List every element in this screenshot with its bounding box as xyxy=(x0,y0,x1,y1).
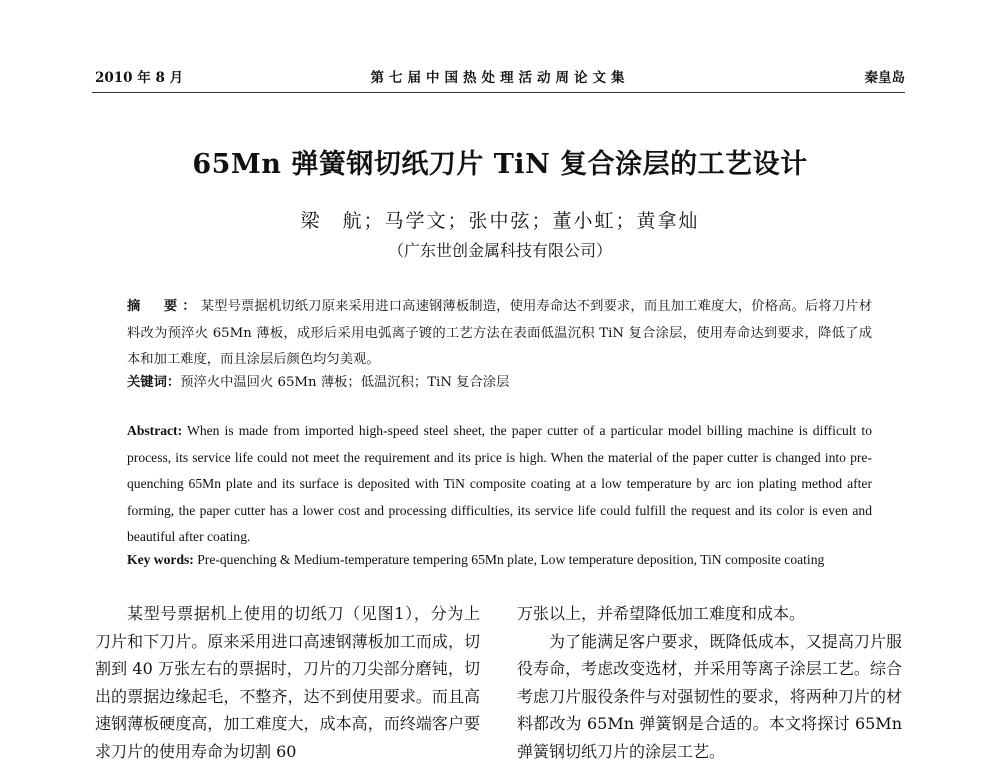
body-paragraph: 万张以上，并希望降低加工难度和成本。 xyxy=(517,600,902,628)
chinese-abstract-label: 摘 要： xyxy=(127,299,201,314)
english-keywords xyxy=(127,550,887,570)
english-abstract xyxy=(127,418,872,551)
chinese-keywords-text: 预淬火中温回火 65Mn 薄板；低温沉积；TiN 复合涂层 xyxy=(180,375,509,390)
body-column-left xyxy=(95,600,480,765)
author-list: 梁 航；马学文；张中弦；董小虹；黄拿灿 xyxy=(0,206,1000,233)
header-conference: 第七届中国热处理活动周论文集 xyxy=(95,66,905,86)
chinese-abstract xyxy=(127,294,872,374)
paper-title: 65Mn 弹簧钢切纸刀片 TiN 复合涂层的工艺设计 xyxy=(0,142,1000,181)
body-paragraph: 某型号票据机上使用的切纸刀（见图1），分为上刀片和下刀片。原来采用进口高速钢薄板加工而成，切割到 40 万张左右的票据时，刀片的刀尖部分磨钝，切出的票据边缘起毛，不整齐，达不到使用要求。而且高速钢薄板硬度高，加工难度大，成本高，而终端客户要求刀片的使用寿命为切割 60 xyxy=(95,600,480,765)
header-rule xyxy=(92,92,905,93)
chinese-keywords-label: 关键词： xyxy=(127,375,180,390)
english-abstract-text: When is made from imported high-speed steel sheet, the paper cutter of a particular model billing machine is difficult to process, its service life could not meet the requirement and its price is high. When the material of the paper cutter is changed into pre-quenching 65Mn plate and its surface is deposited with TiN composite coating at a low temperature by arc ion plating method after forming, the paper cutter has a lower cost and processing difficulties, its service life could fulfill the request and its color is even and beautiful after coating. xyxy=(127,423,872,544)
header-date: 2010 年 8 月 xyxy=(95,66,183,86)
running-header xyxy=(95,66,905,88)
english-abstract-label: Abstract: xyxy=(127,423,182,438)
body-column-right xyxy=(517,600,902,765)
header-location: 秦皇岛 xyxy=(865,66,906,86)
chinese-keywords xyxy=(127,373,872,393)
affiliation: （广东世创金属科技有限公司） xyxy=(0,238,1000,261)
chinese-abstract-text: 某型号票据机切纸刀原来采用进口高速钢薄板制造，使用寿命达不到要求，而且加工难度大，价格高。后将刀片材料改为预淬火 65Mn 薄板，成形后采用电弧离子镀的工艺方法在表面低温沉积 TiN 复合涂层，使用寿命达到要求，降低了成本和加工难度，而且涂层后颜色均匀美观。 xyxy=(127,299,872,367)
body-paragraph: 为了能满足客户要求，既降低成本，又提高刀片服役寿命，考虑改变选材，并采用等离子涂层工艺。综合考虑刀片服役条件与对强韧性的要求，将两种刀片的材料都改为 65Mn 弹簧钢是合适的。本文将探讨 65Mn 弹簧钢切纸刀片的涂层工艺。 xyxy=(517,628,902,765)
english-keywords-text: Pre-quenching & Medium-temperature tempering 65Mn plate, Low temperature deposition, TiN composite coating xyxy=(197,552,824,567)
english-keywords-label: Key words: xyxy=(127,552,194,567)
